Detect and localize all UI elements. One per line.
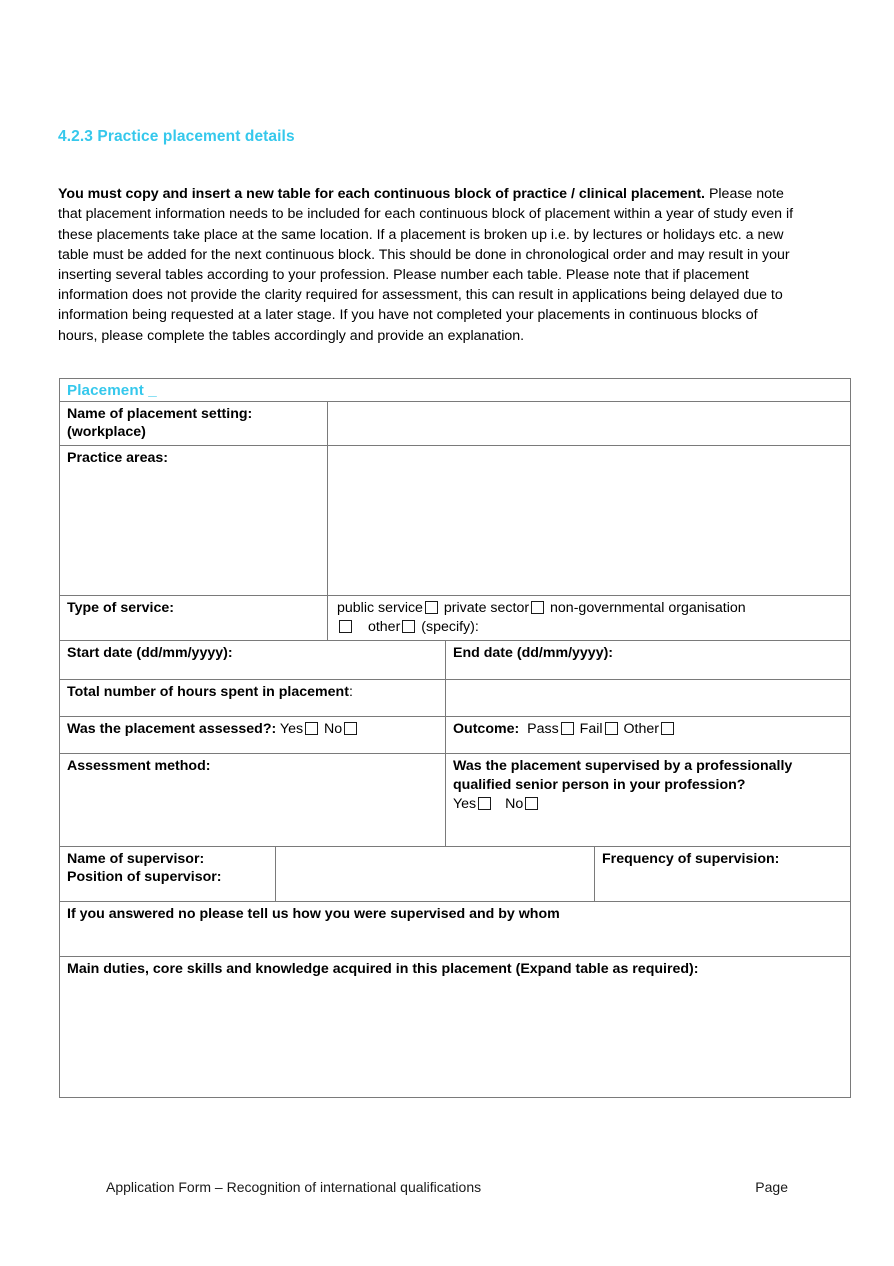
page-footer bbox=[106, 1179, 788, 1195]
checkbox-outcome-pass[interactable] bbox=[561, 722, 574, 735]
answered-no-input[interactable] bbox=[67, 923, 844, 947]
outcome-other-label: Other bbox=[623, 720, 659, 737]
table-row-main-duties bbox=[60, 956, 851, 1097]
checkbox-supervised-no[interactable] bbox=[525, 797, 538, 810]
answered-no-label: If you answered no please tell us how you were supervised and by whom bbox=[67, 905, 560, 922]
table-row-assessment-method bbox=[60, 753, 851, 846]
service-option-private-label: private sector bbox=[443, 599, 530, 616]
table-row-name-of-setting bbox=[60, 401, 851, 445]
practice-areas-label: Practice areas: bbox=[67, 449, 168, 466]
start-date-label: Start date (dd/mm/yyyy): bbox=[67, 644, 233, 661]
table-row-answered-no bbox=[60, 901, 851, 956]
intro-bold-lead: You must copy and insert a new table for each continuous block of practice / clinical placement. bbox=[58, 186, 705, 203]
checkbox-outcome-other[interactable] bbox=[661, 722, 674, 735]
name-of-setting-sublabel: (workplace) bbox=[67, 424, 146, 440]
table-row-assessed bbox=[60, 716, 851, 753]
checkbox-public-service[interactable] bbox=[425, 601, 438, 614]
checkbox-supervised-yes[interactable] bbox=[478, 797, 491, 810]
assessment-method-input[interactable] bbox=[67, 775, 439, 835]
supervisor-input[interactable] bbox=[276, 846, 595, 901]
main-duties-input[interactable] bbox=[67, 978, 844, 1088]
type-of-service-options bbox=[328, 595, 851, 640]
checkbox-other-service[interactable] bbox=[402, 620, 415, 633]
table-row-dates bbox=[60, 640, 851, 679]
intro-paragraph bbox=[58, 184, 798, 346]
footer-left-text: Application Form – Recognition of international qualifications bbox=[106, 1179, 482, 1195]
type-of-service-label: Type of service: bbox=[67, 599, 174, 616]
table-row-type-of-service bbox=[60, 595, 851, 640]
name-of-setting-label: Name of placement setting: bbox=[67, 405, 253, 422]
intro-body: Please note that placement information needs to be included for each continuous block of placement within a year of study even if these placements take place at the same location. If a placement is broken up i.e. by lectures or holidays etc. a new table must be added for the next continuous block. This should be done in chronological order and may result in your inserting several tables according to your profession. Please number each table. Please note that if placement information does not provide the clarity required for assessment, this can result in applications being delayed due to information being requested at a later stage. If you have not completed your placements in continuous blocks of hours, please complete the tables accordingly and provide an explanation. bbox=[58, 186, 794, 344]
service-option-public bbox=[337, 600, 440, 616]
service-option-ngo-label: non-governmental organisation bbox=[550, 599, 746, 616]
checkbox-assessed-yes[interactable] bbox=[305, 722, 318, 735]
checkbox-outcome-fail[interactable] bbox=[605, 722, 618, 735]
main-duties-label: Main duties, core skills and knowledge acquired in this placement (Expand table as required): bbox=[67, 960, 699, 977]
placement-details-table bbox=[59, 378, 851, 1098]
service-option-public-label: public service bbox=[337, 599, 423, 616]
name-of-setting-input[interactable] bbox=[328, 401, 851, 445]
table-row-placement-header bbox=[60, 379, 851, 402]
service-specify-label: (specify): bbox=[421, 618, 479, 635]
checkbox-non-governmental-organisation[interactable] bbox=[339, 620, 352, 633]
total-hours-input[interactable] bbox=[446, 679, 851, 716]
service-option-ngo-label-wrap bbox=[550, 600, 746, 616]
outcome-label: Outcome: bbox=[453, 720, 520, 737]
table-row-supervisor bbox=[60, 846, 851, 901]
checkbox-private-sector[interactable] bbox=[531, 601, 544, 614]
practice-areas-input[interactable] bbox=[328, 445, 851, 595]
service-option-private bbox=[444, 600, 546, 616]
outcome-pass-label: Pass bbox=[527, 720, 559, 737]
total-hours-label: Total number of hours spent in placement bbox=[67, 683, 349, 700]
table-row-practice-areas bbox=[60, 445, 851, 595]
assessed-no-label: No bbox=[324, 720, 343, 737]
supervised-question: Was the placement supervised by a professionally qualified senior person in your profession? bbox=[453, 757, 793, 793]
checkbox-assessed-no[interactable] bbox=[344, 722, 357, 735]
table-row-total-hours bbox=[60, 679, 851, 716]
position-of-supervisor-label: Position of supervisor: bbox=[67, 869, 222, 885]
placement-title: Placement _ bbox=[67, 382, 157, 399]
section-heading: 4.2.3 Practice placement details bbox=[58, 128, 295, 145]
end-date-label: End date (dd/mm/yyyy): bbox=[453, 644, 614, 661]
outcome-fail-label: Fail bbox=[579, 720, 603, 737]
assessed-yes-label: Yes bbox=[279, 720, 304, 737]
assessment-method-label: Assessment method: bbox=[67, 757, 211, 774]
service-option-other-label: other bbox=[367, 618, 401, 635]
total-hours-colon: : bbox=[348, 683, 353, 700]
footer-page-label: Page bbox=[755, 1179, 788, 1195]
frequency-of-supervision-label: Frequency of supervision: bbox=[602, 850, 780, 867]
name-of-supervisor-label: Name of supervisor: bbox=[67, 850, 205, 867]
supervised-no-label: No bbox=[505, 795, 524, 812]
supervised-yes-label: Yes bbox=[453, 795, 477, 812]
assessed-label: Was the placement assessed?: bbox=[67, 720, 277, 737]
